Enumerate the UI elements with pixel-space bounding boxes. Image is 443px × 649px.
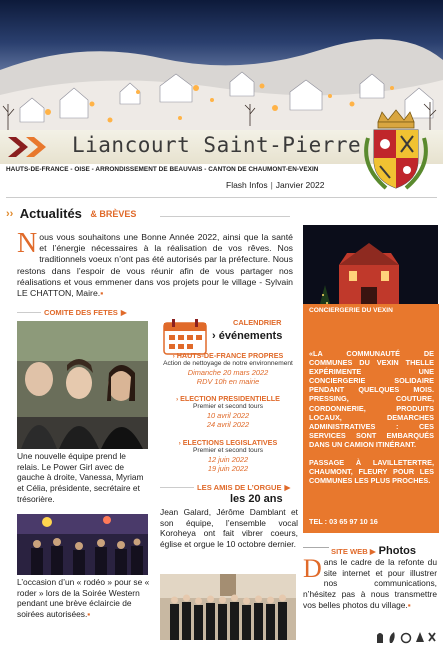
choir-photo — [160, 574, 296, 640]
triangle-right-icon: ▶ — [284, 483, 291, 492]
footer-symbol-icons — [374, 630, 438, 644]
separator: | — [270, 180, 273, 190]
event-heading — [160, 438, 296, 447]
event-date: 10 avril 2022 — [206, 411, 250, 420]
web-label: SITE WEB — [331, 547, 368, 556]
triangle-right-icon: ▶ — [367, 547, 376, 556]
issue-date: Janvier 2022 — [275, 180, 325, 190]
divider — [6, 197, 437, 198]
calendar-title-icon: › — [212, 330, 216, 342]
end-mark: ▪ — [407, 599, 411, 610]
dropcap: D — [303, 554, 322, 583]
intro-paragraph — [17, 228, 293, 299]
orgue-heading — [197, 483, 290, 492]
calendar-label: CALENDRIER — [233, 318, 282, 327]
comite-heading — [44, 308, 127, 317]
event-presidentielle — [160, 394, 296, 429]
orgue-text: Jean Galard, Jérôme Damblant et son équipe, l’ensemble vocal Koroheya ont fait vibrer coeurs, église et orgue le 10 octobre dernier. — [160, 507, 298, 550]
event-date: RDV 10h en mairie — [196, 377, 260, 386]
flash-info-line — [226, 180, 324, 190]
chevron-right-icon: › — [178, 441, 181, 447]
event-date: 19 juin 2022 — [207, 464, 249, 473]
intro-text: ous vous souhaitons une Bonne Année 2022, ainsi que la santé et l’énergie nécessaires à la réalisation de vos rêves. Nos traditionnels voeux n’ont pas été autorisés par la préfecture. Nous restons dans l’espoir de vous réunir afin de vous partager nos réalisations et vous emmener dans vos projets pour le village - Sylvain LE CHATTON, Maire. — [17, 232, 293, 299]
town-title: Liancourt Saint-Pierre — [72, 133, 362, 157]
calendar-title-text: événements — [218, 330, 283, 342]
conciergerie-body — [309, 349, 434, 494]
section-subtitle: & BRÈVES — [90, 208, 137, 219]
flash-label: Flash Infos — [226, 180, 268, 190]
event-legislatives — [160, 438, 296, 473]
section-heading — [6, 205, 136, 223]
event-heading-text: HAUTS-DE-FRANCE PROPRES — [176, 351, 284, 360]
event-sub: Premier et second tours — [193, 447, 263, 454]
coat-of-arms-icon — [356, 108, 436, 194]
event-hdf-propres — [160, 351, 296, 386]
event-sub: Action de nettoyage de notre environnement — [163, 360, 293, 367]
event-sub: Premier et second tours — [193, 403, 263, 410]
event-heading — [160, 394, 296, 403]
section-title: Actualités — [19, 206, 82, 222]
conciergerie-phone: TEL : 03 65 97 10 16 — [309, 517, 378, 526]
dropcap: N — [17, 228, 38, 259]
event-heading-text: ELECTIONS LEGISLATIVES — [182, 438, 278, 447]
conciergerie-paragraph: «LA COMMUNAUTÉ DE COMMUNES DU VEXIN THELLE EXPÉRIMENTE UNE CONCIERGERIE SOLIDAIRE PENDANT QUELQUES MOIS. PRESSING, COUTURE, CORDONNERIE, PRODUITS LOCAUX, DEMARCHES ADMINISTRATIVES : CES SERVICES SONT EMBARQUÉS DANS UN CAMION ITINÉRANT. — [309, 349, 434, 449]
western-caption — [17, 577, 150, 620]
web-paragraph — [303, 554, 437, 611]
divider — [160, 216, 290, 217]
western-party-photo — [17, 514, 148, 575]
chevron-right-icon: › — [172, 354, 175, 360]
orgue-title: les 20 ans — [230, 493, 283, 505]
triangle-right-icon: ▶ — [120, 308, 127, 317]
comite-heading-text: COMITE DES FETES — [44, 308, 118, 317]
comite-caption: Une nouvelle équipe prend le relais. Le Power Girl avec de gauche à droite, Vanessa, Myriam et Célia, présidente, secrétaire et trésorière. — [17, 451, 144, 504]
event-heading — [160, 351, 296, 360]
conciergerie-heading: CONCIERGERIE DU VEXIN — [309, 307, 393, 314]
event-date: Dimanche 20 mars 2022 — [187, 368, 269, 377]
double-chevron-icon: ›› — [6, 207, 14, 220]
end-mark: ▪ — [87, 609, 91, 620]
divider — [160, 487, 194, 488]
chevron-right-icon: › — [176, 397, 179, 403]
event-heading-text: ELECTION PRESIDENTIELLE — [180, 394, 280, 403]
event-date: 24 avril 2022 — [206, 420, 250, 429]
divider — [303, 547, 329, 548]
calendar-title — [212, 330, 282, 342]
orgue-heading-text: LES AMIS DE L’ORGUE — [197, 483, 282, 492]
western-caption-text: L’occasion d’un « rodéo » pour se « roder » lors de la Soirée Western pendant une brève éclaircie de soirées autorisées. — [17, 577, 150, 620]
comite-team-photo — [17, 321, 148, 449]
web-text: ans le cadre de la refonte du site internet et pour illustrer nos communications, n’hésitez pas à nous transmettre vos belles photos du village. — [303, 557, 437, 610]
conciergerie-paragraph: PASSAGE À LAVILLETERTRE, CHAUMONT, FLEURY POUR LES COMMUNES LES PLUS PROCHES. — [309, 458, 434, 486]
event-date: 12 juin 2022 — [207, 455, 249, 464]
end-mark: ▪ — [100, 288, 104, 299]
header-subline: HAUTS-DE-FRANCE - OISE - ARRONDISSEMENT DE BEAUVAIS - CANTON DE CHAUMONT-EN-VEXIN — [6, 166, 319, 173]
chevron-arrows-icon — [6, 135, 52, 159]
web-title: Photos — [378, 545, 416, 557]
divider — [17, 312, 41, 313]
